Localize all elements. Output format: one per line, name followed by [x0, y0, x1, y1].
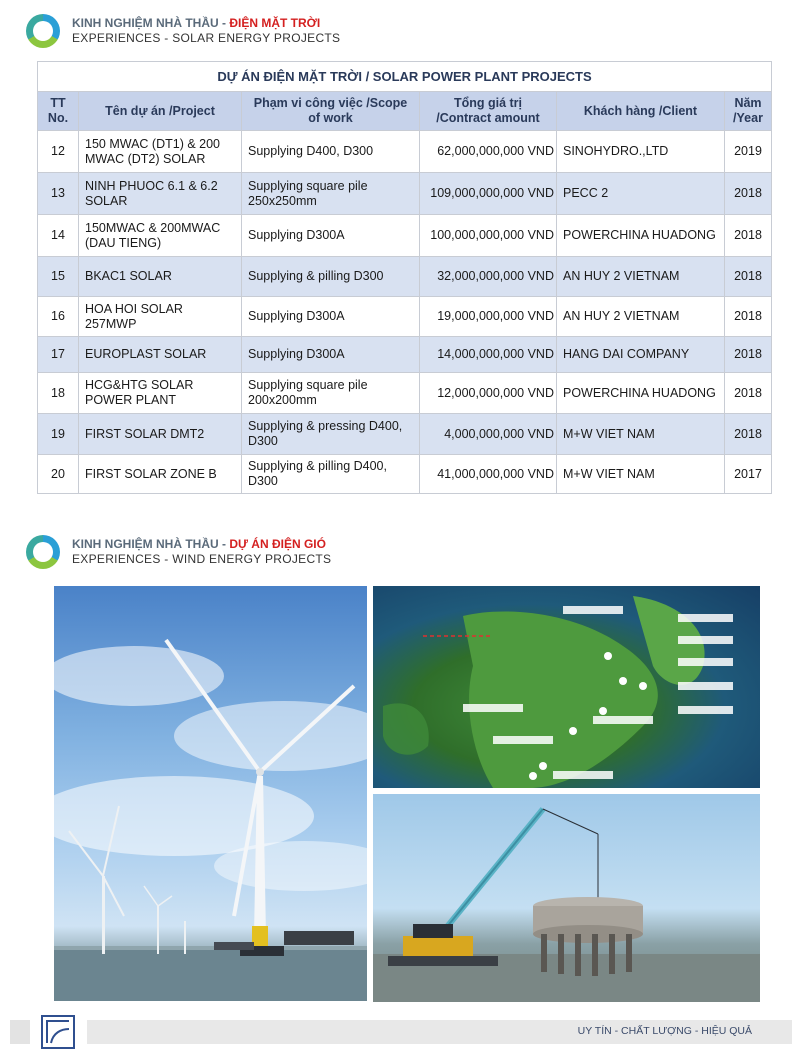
col-header-amount: Tổng giá trị /Contract amount [420, 92, 557, 131]
cell-project: EUROPLAST SOLAR [79, 337, 242, 373]
cell-client: M+W VIET NAM [557, 414, 725, 455]
cell-client: HANG DAI COMPANY [557, 337, 725, 373]
cell-no: 18 [38, 373, 79, 414]
company-logo-icon [26, 535, 60, 569]
cell-client: PECC 2 [557, 173, 725, 215]
cell-amount: 100,000,000,000 VND [420, 215, 557, 257]
cell-scope: Supplying square pile 200x200mm [242, 373, 420, 414]
cell-amount: 14,000,000,000 VND [420, 337, 557, 373]
cell-year: 2019 [725, 131, 772, 173]
table-title: DỰ ÁN ĐIỆN MẶT TRỜI / SOLAR POWER PLANT PROJECTS [38, 62, 772, 92]
table-row [38, 414, 772, 455]
cell-no: 19 [38, 414, 79, 455]
brand-mark-icon [41, 1015, 75, 1049]
cell-scope: Supplying & pressing D400, D300 [242, 414, 420, 455]
cell-amount: 19,000,000,000 VND [420, 297, 557, 337]
cell-year: 2018 [725, 215, 772, 257]
cell-project: FIRST SOLAR ZONE B [79, 455, 242, 494]
cell-scope: Supplying D300A [242, 297, 420, 337]
cell-scope: Supplying & pilling D300 [242, 257, 420, 297]
solar-header-title: KINH NGHIỆM NHÀ THẦU - ĐIỆN MẶT TRỜI [72, 16, 321, 30]
table-row [38, 215, 772, 257]
cell-amount: 62,000,000,000 VND [420, 131, 557, 173]
cell-scope: Supplying D400, D300 [242, 131, 420, 173]
cell-scope: Supplying & pilling D400, D300 [242, 455, 420, 494]
cell-client: AN HUY 2 VIETNAM [557, 297, 725, 337]
col-header-no: TT No. [38, 92, 79, 131]
solar-projects-table [37, 61, 772, 494]
wind-section-header [26, 535, 331, 569]
cell-amount: 32,000,000,000 VND [420, 257, 557, 297]
col-header-year: Năm /Year [725, 92, 772, 131]
solar-header-subtitle: EXPERIENCES - SOLAR ENERGY PROJECTS [72, 31, 341, 45]
footer-slogan: UY TÍN - CHẤT LƯỢNG - HIỆU QUẢ [577, 1025, 752, 1037]
wind-projects-map [373, 586, 760, 788]
cell-year: 2018 [725, 373, 772, 414]
cell-year: 2018 [725, 297, 772, 337]
cell-project: 150MWAC & 200MWAC (DAU TIENG) [79, 215, 242, 257]
table-row [38, 257, 772, 297]
cell-no: 12 [38, 131, 79, 173]
cell-project: 150 MWAC (DT1) & 200 MWAC (DT2) SOLAR [79, 131, 242, 173]
cell-scope: Supplying D300A [242, 215, 420, 257]
table-row [38, 373, 772, 414]
cell-no: 17 [38, 337, 79, 373]
cell-scope: Supplying D300A [242, 337, 420, 373]
col-header-scope: Phạm vi công việc /Scope of work [242, 92, 420, 131]
cell-no: 16 [38, 297, 79, 337]
cell-no: 20 [38, 455, 79, 494]
table-row [38, 131, 772, 173]
company-logo-icon [26, 14, 60, 48]
col-header-client: Khách hàng /Client [557, 92, 725, 131]
cell-project: BKAC1 SOLAR [79, 257, 242, 297]
table-row [38, 297, 772, 337]
table-row [38, 337, 772, 373]
cell-no: 14 [38, 215, 79, 257]
wind-turbines-photo [54, 586, 367, 1001]
cell-scope: Supplying square pile 250x250mm [242, 173, 420, 215]
wind-header-subtitle: EXPERIENCES - WIND ENERGY PROJECTS [72, 552, 332, 566]
cell-year: 2018 [725, 337, 772, 373]
cell-client: SINOHYDRO.,LTD [557, 131, 725, 173]
col-header-project: Tên dự án /Project [79, 92, 242, 131]
cell-year: 2018 [725, 257, 772, 297]
footer-left-block [10, 1020, 30, 1044]
cell-no: 15 [38, 257, 79, 297]
table-row [38, 455, 772, 494]
solar-section-header [26, 14, 340, 48]
cell-client: AN HUY 2 VIETNAM [557, 257, 725, 297]
cell-amount: 41,000,000,000 VND [420, 455, 557, 494]
cell-project: HCG&HTG SOLAR POWER PLANT [79, 373, 242, 414]
cell-client: POWERCHINA HUADONG [557, 373, 725, 414]
cell-year: 2018 [725, 173, 772, 215]
cell-project: FIRST SOLAR DMT2 [79, 414, 242, 455]
cell-client: POWERCHINA HUADONG [557, 215, 725, 257]
cell-project: NINH PHUOC 6.1 & 6.2 SOLAR [79, 173, 242, 215]
cell-amount: 12,000,000,000 VND [420, 373, 557, 414]
cell-no: 13 [38, 173, 79, 215]
cell-amount: 4,000,000,000 VND [420, 414, 557, 455]
cell-client: M+W VIET NAM [557, 455, 725, 494]
cell-year: 2017 [725, 455, 772, 494]
table-row [38, 173, 772, 215]
cell-amount: 109,000,000,000 VND [420, 173, 557, 215]
cell-year: 2018 [725, 414, 772, 455]
cell-project: HOA HOI SOLAR 257MWP [79, 297, 242, 337]
offshore-crane-photo [373, 794, 760, 1002]
wind-header-title: KINH NGHIỆM NHÀ THẦU - DỰ ÁN ĐIỆN GIÓ [72, 537, 326, 551]
